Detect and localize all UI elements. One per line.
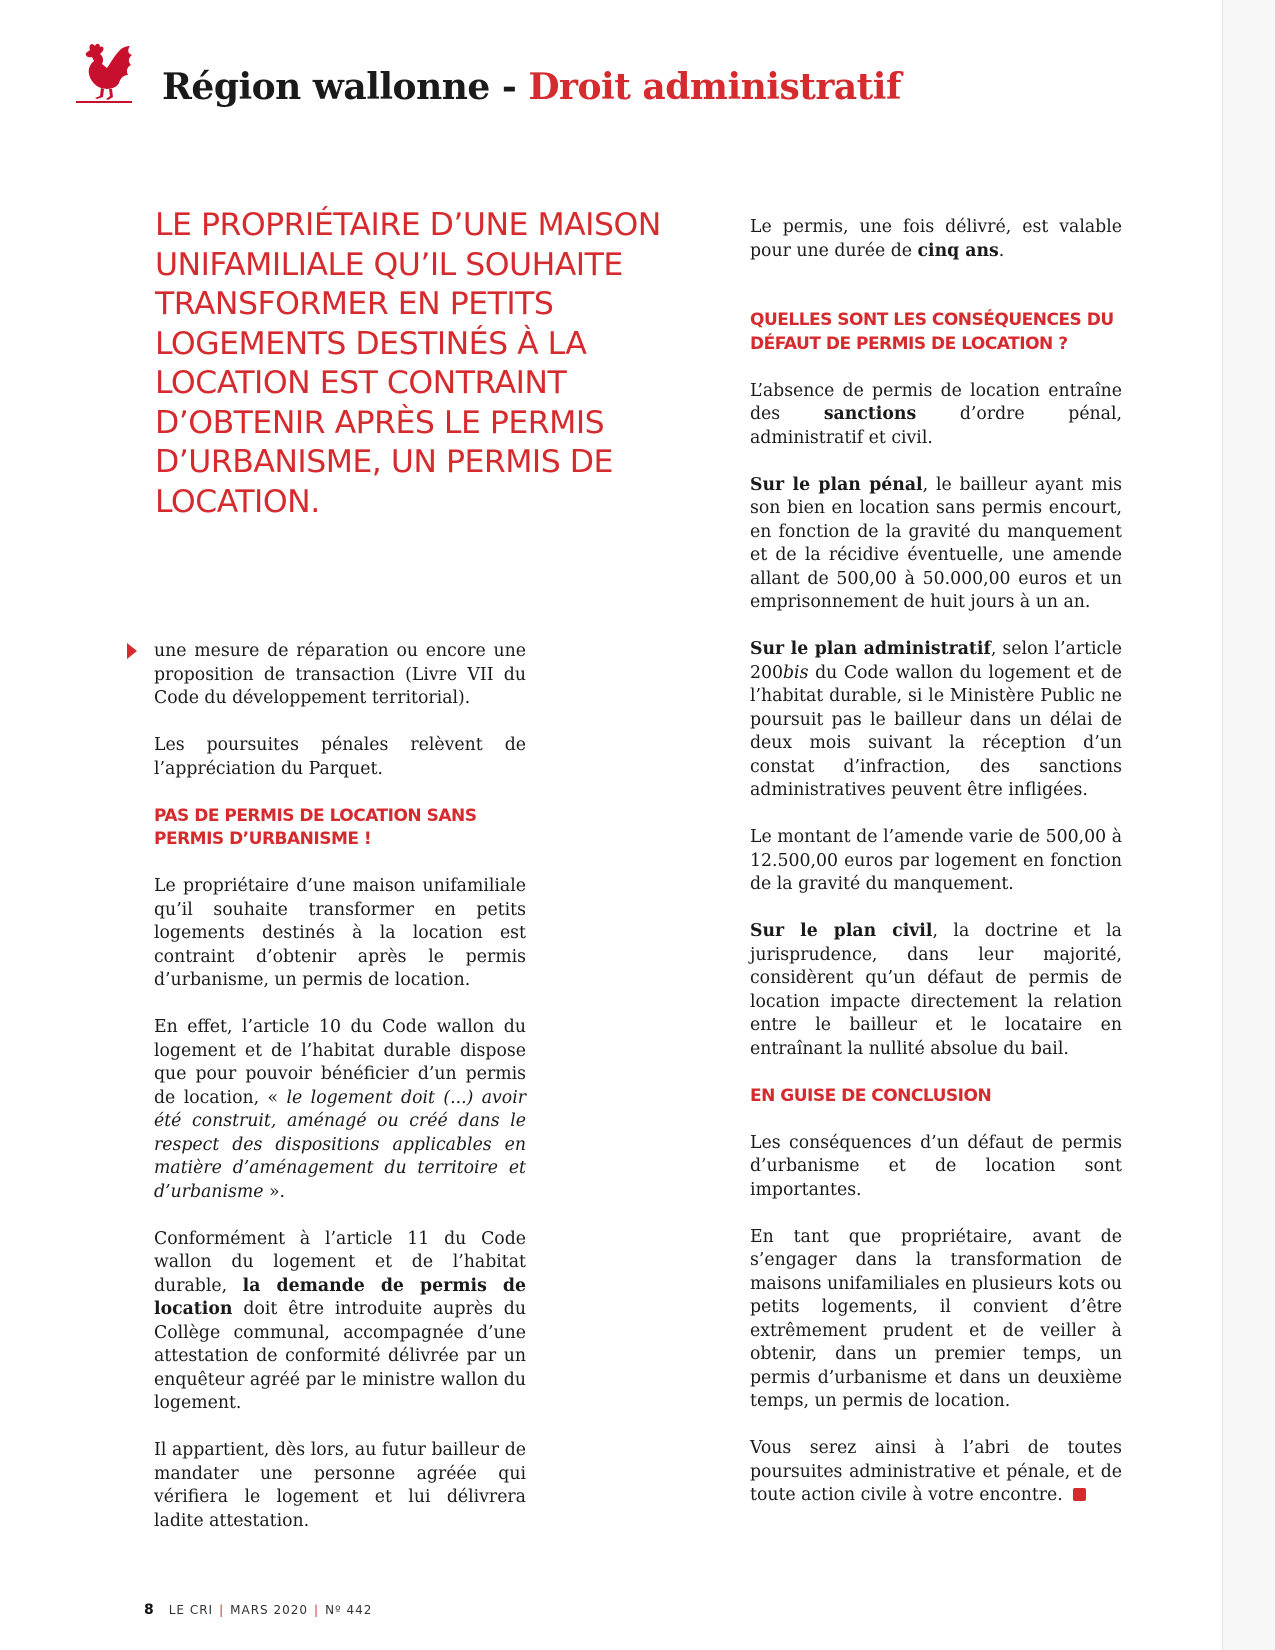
- bold-text: cinq ans: [917, 240, 999, 261]
- page-number: 8: [144, 1602, 155, 1618]
- issue-number: Nº 442: [325, 1603, 373, 1617]
- text: , la doctrine et la jurisprudence, dans leur majorité, considèrent qu’un défaut de permis de location impacte directement la relation entre le bailleur et le locataire en entraînant la nullité absolue du bail.: [750, 921, 1122, 1059]
- subheading: EN GUISE DE CONCLUSION: [750, 1085, 992, 1106]
- paragraph: Les poursuites pénales relèvent de l’appréciation du Parquet.: [154, 735, 526, 779]
- header-region: Région wallonne -: [162, 66, 529, 108]
- text: du Code wallon du logement et de l’habitat durable, si le Ministère Public ne poursuit pas le bailleur dans un délai de deux mois suivant la réception d’un constat d’infraction, des sanctions administratives peuvent être infligées.: [750, 662, 1122, 800]
- paragraph: [750, 380, 1122, 451]
- left-column: [154, 640, 526, 1557]
- pull-quote: LE PROPRIÉTAIRE D’UNE MAISON UNIFAMILIALE QU’IL SOUHAITE TRANSFORMER EN PETITS LOGEMENTS DESTINÉS À LA LOCATION EST CONTRAINT D’OBTENIR APRÈS LE PERMIS D’URBANISME, UN PERMIS DE LOCATION.: [155, 207, 661, 520]
- paragraph: une mesure de réparation ou encore une proposition de transaction (Livre VII du Code du développement territorial).: [154, 641, 526, 708]
- paragraph: [750, 474, 1122, 615]
- subheading: PAS DE PERMIS DE LOCATION SANS PERMIS D’URBANISME !: [154, 805, 477, 849]
- bold-text: Sur le plan pénal: [750, 474, 923, 495]
- text: .: [998, 240, 1005, 261]
- paragraph: Le montant de l’amende varie de 500,00 à 12.500,00 euros par logement en fonction de la gravité du manquement.: [750, 827, 1122, 894]
- text: En effet, l’article 10 du Code wallon du logement et de l’habitat durable dispose que pour pouvoir bénéficier d’un permis de location, «: [154, 1017, 526, 1108]
- bold-text: Sur le plan administratif: [750, 639, 991, 659]
- page-edge: [1222, 0, 1275, 1650]
- text: doit être introduite auprès du Collège communal, accompagnée d’une attestation de conformité délivrée par un enquêteur agréé par le ministre wallon du logement.: [154, 1299, 526, 1413]
- paragraph: [750, 920, 1122, 1061]
- bold-text: sanctions: [823, 404, 917, 424]
- text: Conformément à l’article 11 du Code wallon du logement et de l’habitat durable,: [154, 1228, 526, 1296]
- paragraph: [154, 1016, 526, 1204]
- quote-text: le logement doit (...) avoir été construit, aménagé ou créé dans le respect des dispositions applicables en matière d’aménagement du territoire et d’urbanisme: [154, 1087, 526, 1202]
- right-column: [750, 216, 1122, 1531]
- end-square-icon: [1073, 1488, 1086, 1501]
- issue-date: MARS 2020: [230, 1603, 309, 1617]
- subheading: QUELLES SONT LES CONSÉQUENCES DU DÉFAUT DE PERMIS DE LOCATION ?: [750, 310, 1114, 354]
- paragraph: Les conséquences d’un défaut de permis d’urbanisme et de location sont importantes.: [750, 1132, 1122, 1200]
- paragraph: Il appartient, dès lors, au futur bailleur de mandater une personne agréée qui vérifiera le logement et lui délivrera ladite attestation.: [154, 1440, 526, 1531]
- paragraph: En tant que propriétaire, avant de s’engager dans la transformation de maisons unifamiliales en plusieurs kots ou petits logements, il convient d’être extrêmement prudent et de veiller à obtenir, dans un premier temps, un permis d’urbanisme et dans un deuxième temps, un permis de location.: [750, 1226, 1122, 1411]
- triangle-bullet-icon: [127, 643, 137, 659]
- text: L’absence de permis de location entraîne des: [750, 380, 1122, 424]
- footer-separator: |: [219, 1603, 225, 1617]
- logo-underline: [76, 101, 132, 103]
- text: Vous serez ainsi à l’abri de toutes poursuites administrative et pénale, et de toute action civile à votre encontre.: [750, 1438, 1122, 1505]
- footer-separator: |: [314, 1603, 320, 1617]
- paragraph: [750, 638, 1122, 803]
- bold-text: Sur le plan civil: [750, 921, 933, 941]
- page-footer: [144, 1602, 372, 1618]
- header-topic: Droit administratif: [528, 66, 901, 108]
- text: Le permis, une fois délivré, est valable pour une durée de: [750, 217, 1122, 261]
- text: ».: [263, 1181, 286, 1202]
- section-header: [162, 66, 901, 108]
- bold-text: la demande de permis de location: [154, 1275, 526, 1319]
- text: , selon l’article 200: [750, 639, 1122, 683]
- paragraph: [154, 1228, 526, 1416]
- paragraph: [750, 1437, 1122, 1508]
- magazine-name: LE CRI: [168, 1603, 214, 1617]
- paragraph: Le propriétaire d’une maison unifamiliale qu’il souhaite transformer en petits logements destinés à la location est contraint d’obtenir après le permis d’urbanisme, un permis de location.: [154, 876, 526, 990]
- text: , le bailleur ayant mis son bien en location sans permis encourt, en fonction de la gravité du manquement et de la récidive éventuelle, une amende allant de 500,00 à 50.000,00 euros et un emprisonnement de huit jours à un an.: [750, 474, 1122, 612]
- rooster-icon: [76, 42, 136, 104]
- italic-text: bis: [783, 662, 809, 683]
- paragraph: [750, 216, 1122, 263]
- text: d’ordre pénal, administratif et civil.: [750, 404, 1123, 448]
